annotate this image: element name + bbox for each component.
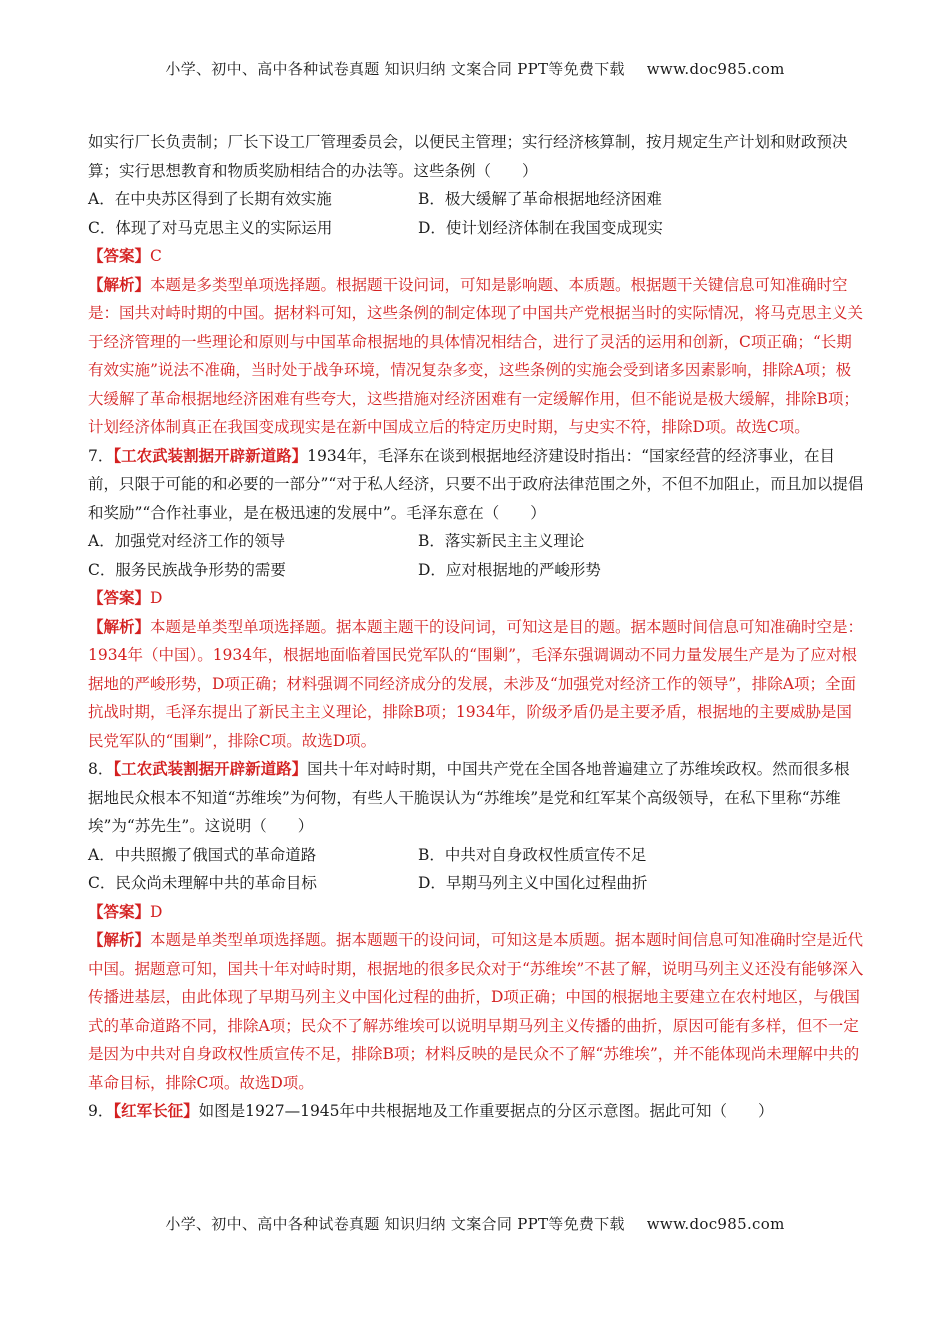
q7-answer-value: D bbox=[150, 589, 163, 607]
q8-answer bbox=[88, 898, 864, 927]
q8-answer-value: D bbox=[150, 902, 163, 921]
q7-options-row-1 bbox=[88, 527, 864, 556]
q8-analysis-text: 本题是单类型单项选择题。据本题题干的设问词，可知这是本质题。据本题时间信息可知准确时空是近代中国。据题意可知，国共十年对峙时期，根据地的很多民众对于“苏维埃”不甚了解，说明马列主义还没有能够深入传播进基层，由此体现了早期马列主义中国化过程的曲折，D项正确；中国的根据地主要建立在农村地区，与俄国式的革命道路不同，排除A项；民众不了解苏维埃可以说明早期马列主义传播的曲折，原因可能有多样，但不一定是因为中共对自身政权性质宣传不足，排除B项；材料反映的是民众不了解“苏维埃”，并不能体现尚未理解中共的革命目标，排除C项。故选D项。 bbox=[88, 931, 864, 1092]
header-text: 小学、初中、高中各种试卷真题 知识归纳 文案合同 PPT等免费下载 bbox=[165, 60, 625, 78]
q7-option-d: D．应对根据地的严峻形势 bbox=[418, 560, 601, 579]
q6-analysis-label: 【解析】 bbox=[88, 274, 151, 294]
q8-option-b: B．中共对自身政权性质宣传不足 bbox=[418, 845, 647, 864]
page-footer bbox=[0, 1213, 950, 1234]
q8-answer-label: 【答案】 bbox=[88, 901, 151, 921]
document-body bbox=[88, 128, 864, 1126]
page-header bbox=[0, 58, 950, 79]
q6-option-b: B．极大缓解了革命根据地经济困难 bbox=[418, 190, 662, 208]
q9-stem-text: 如图是1927—1945年中共根据地及工作重要据点的分区示意图。据此可知（ ） bbox=[198, 1102, 774, 1120]
q7-answer bbox=[88, 584, 864, 613]
q9-number: 9． bbox=[88, 1102, 114, 1120]
q8-topic-tag: 【工农武装割据开辟新道路】 bbox=[113, 759, 308, 778]
q6-analysis bbox=[88, 271, 864, 442]
footer-site-link[interactable]: www.doc985.com bbox=[646, 1215, 785, 1233]
q8-options-row-2 bbox=[88, 869, 864, 898]
q8-analysis bbox=[88, 926, 864, 1097]
q8-number: 8． bbox=[88, 760, 114, 778]
q7-number: 7． bbox=[88, 446, 114, 465]
q8-option-c: C．民众尚未理解中共的革命目标 bbox=[88, 874, 317, 892]
q6-stem: 如实行厂长负责制；厂长下设工厂管理委员会，以便民主管理；实行经济核算制，按月规定生产计划和财政预决算；实行思想教育和物质奖励相结合的办法等。这些条例（ ） bbox=[88, 133, 848, 180]
q6-options-row-1 bbox=[88, 185, 864, 214]
q9-stem bbox=[88, 1097, 864, 1126]
q7-option-b: B．落实新民主主义理论 bbox=[418, 532, 585, 550]
header-site-link[interactable]: www.doc985.com bbox=[646, 60, 785, 78]
q7-stem bbox=[88, 442, 864, 528]
q7-option-a: A．加强党对经济工作的领导 bbox=[88, 532, 286, 550]
footer-text: 小学、初中、高中各种试卷真题 知识归纳 文案合同 PPT等免费下载 bbox=[165, 1215, 625, 1233]
q7-answer-label: 【答案】 bbox=[88, 588, 151, 607]
q7-options-row-2 bbox=[88, 556, 864, 585]
q6-answer-value: C bbox=[150, 247, 162, 265]
q8-stem-text: 国共十年对峙时期，中国共产党在全国各地普遍建立了苏维埃政权。然而很多根据地民众根本不知道“苏维埃”为何物，有些人干脆误认为“苏维埃”是党和红军某个高级领导，在私下里称“苏维埃”为“苏先生”。这说明（ ） bbox=[88, 760, 850, 835]
q7-option-c: C．服务民族战争形势的需要 bbox=[88, 560, 286, 579]
q8-option-a: A．中共照搬了俄国式的革命道路 bbox=[88, 845, 317, 864]
q7-analysis-text: 本题是单类型单项选择题。据本题主题干的设问词，可知这是目的题。据本题时间信息可知准确时空是：1934年（中国）。1934年，根据地面临着国民党军队的“围剿”，毛泽东强调调动不同力量发展生产是为了应对根据地的严峻形势，D项正确；材料强调不同经济成分的发展，未涉及“加强党对经济工作的领导”，排除A项；全面抗战时期，毛泽东提出了新民主主义理论，排除B项；1934年，阶级矛盾仍是主要矛盾，根据地的主要威胁是国民党军队的“围剿”，排除C项。故选D项。 bbox=[88, 617, 864, 750]
q6-option-d: D．使计划经济体制在我国变成现实 bbox=[418, 218, 663, 237]
q7-analysis-label: 【解析】 bbox=[88, 616, 151, 636]
q8-stem bbox=[88, 755, 864, 841]
q8-options-row-1 bbox=[88, 841, 864, 870]
q6-analysis-text: 本题是多类型单项选择题。根据题干设问词，可知是影响题、本质题。根据题干关键信息可知准确时空是：国共对峙时期的中国。据材料可知，这些条例的制定体现了中国共产党根据当时的实际情况，将马克思主义关于经济管理的一些理论和原则与中国革命根据地的具体情况相结合，进行了灵活的运用和创新，C项正确；“长期有效实施”说法不准确，当时处于战争环境，情况复杂多变，这些条例的实施会受到诸多因素影响，排除A项；极大缓解了革命根据地经济困难有些夸大，这些措施对经济困难有一定缓解作用，但不能说是极大缓解，排除B项；计划经济体制真正在我国变成现实是在新中国成立后的特定历史时期，与史实不符，排除D项。故选C项。 bbox=[88, 275, 864, 436]
q6-option-a: A．在中央苏区得到了长期有效实施 bbox=[88, 190, 332, 208]
q8-analysis-label: 【解析】 bbox=[88, 930, 151, 949]
q7-topic-tag: 【工农武装割据开辟新道路】 bbox=[113, 445, 308, 465]
q7-stem-text: 1934年，毛泽东在谈到根据地经济建设时指出：“国家经营的经济事业，在目前，只限于可能的和必要的一部分”“对于私人经济，只要不出于政府法律范围之外，不但不加阻止，而且加以提倡和奖励”“合作社事业，是在极迅速的发展中”。毛泽东意在（ ） bbox=[88, 446, 864, 522]
q6-options-row-2 bbox=[88, 214, 864, 243]
q9-topic-tag: 【红军长征】 bbox=[113, 1101, 199, 1120]
q6-answer bbox=[88, 242, 864, 271]
q7-analysis bbox=[88, 613, 864, 756]
q6-option-c: C．体现了对马克思主义的实际运用 bbox=[88, 218, 333, 237]
q6-answer-label: 【答案】 bbox=[88, 246, 151, 265]
q8-option-d: D．早期马列主义中国化过程曲折 bbox=[418, 874, 648, 892]
